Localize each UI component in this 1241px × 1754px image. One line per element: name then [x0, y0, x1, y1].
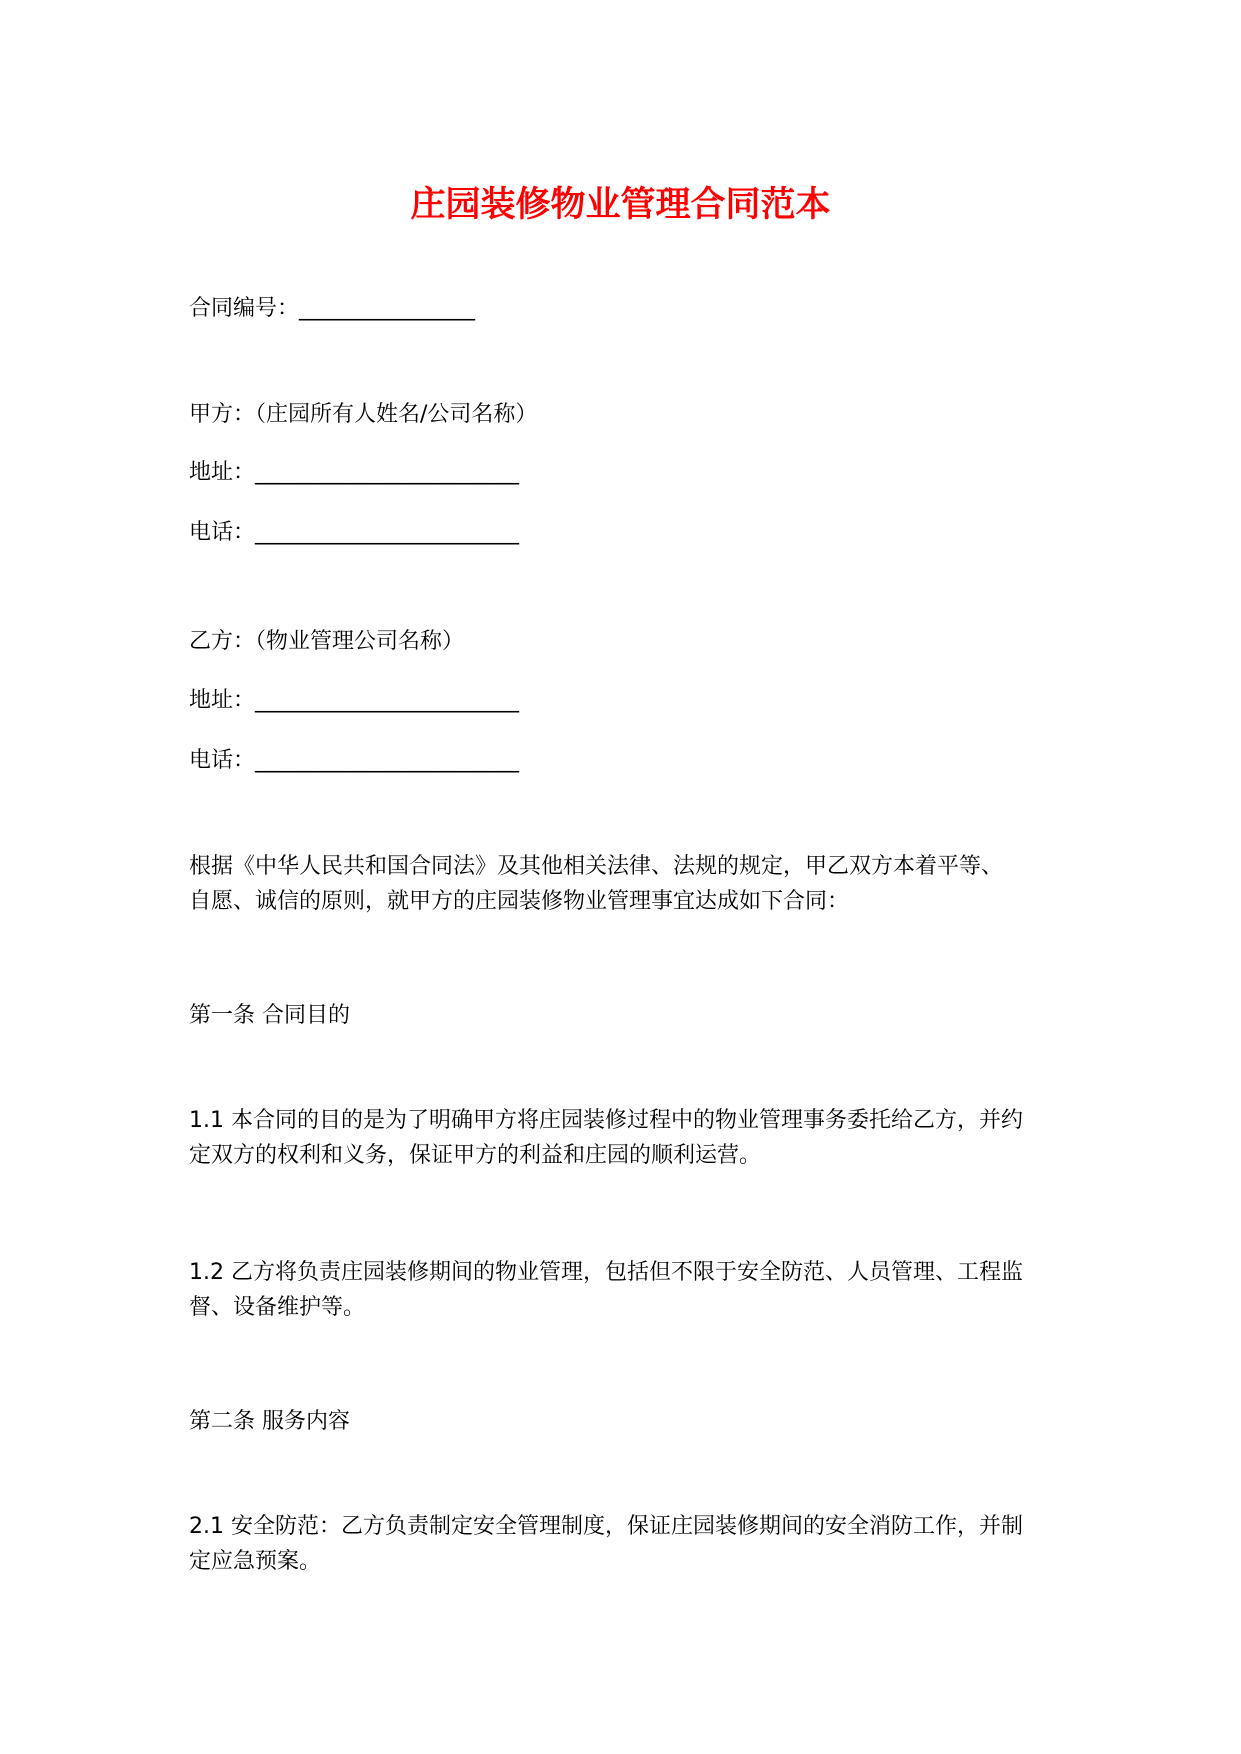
preamble-paragraph: [189, 849, 1059, 919]
article-1-heading: 第一条 合同目的: [189, 1003, 350, 1028]
document-title: 庄园装修物业管理合同范本: [410, 185, 831, 225]
article-2-heading: 第二条 服务内容: [189, 1409, 350, 1434]
clause-1-2: [189, 1255, 1059, 1325]
clause-line: 1.1 本合同的目的是为了明确甲方将庄园装修过程中的物业管理事务委托给乙方，并约: [189, 1108, 1023, 1133]
party-b-address: 地址：________________________: [189, 688, 520, 713]
contract-number-line: 合同编号：________________: [189, 296, 476, 321]
clause-line: 2.1 安全防范：乙方负责制定安全管理制度，保证庄园装修期间的安全消防工作，并制: [189, 1514, 1023, 1539]
party-a-name: 甲方：（庄园所有人姓名/公司名称）: [189, 402, 538, 427]
clause-line: 定应急预案。: [189, 1549, 322, 1574]
party-a-phone: 电话：________________________: [189, 520, 520, 545]
clause-line: 定双方的权利和义务，保证甲方的利益和庄园的顺利运营。: [189, 1143, 762, 1168]
clause-1-1: [189, 1103, 1059, 1173]
clause-line: 督、设备维护等。: [189, 1295, 366, 1320]
party-b-phone: 电话：________________________: [189, 748, 520, 773]
party-b-name: 乙方：（物业管理公司名称）: [189, 629, 465, 654]
preamble-line: 自愿、诚信的原则，就甲方的庄园装修物业管理事宜达成如下合同：: [189, 889, 850, 914]
clause-2-1: [189, 1509, 1059, 1579]
party-a-address: 地址：________________________: [189, 460, 520, 485]
preamble-line: 根据《中华人民共和国合同法》及其他相关法律、法规的规定，甲乙双方本着平等、: [189, 854, 1004, 879]
clause-line: 1.2 乙方将负责庄园装修期间的物业管理，包括但不限于安全防范、人员管理、工程监: [189, 1260, 1023, 1285]
